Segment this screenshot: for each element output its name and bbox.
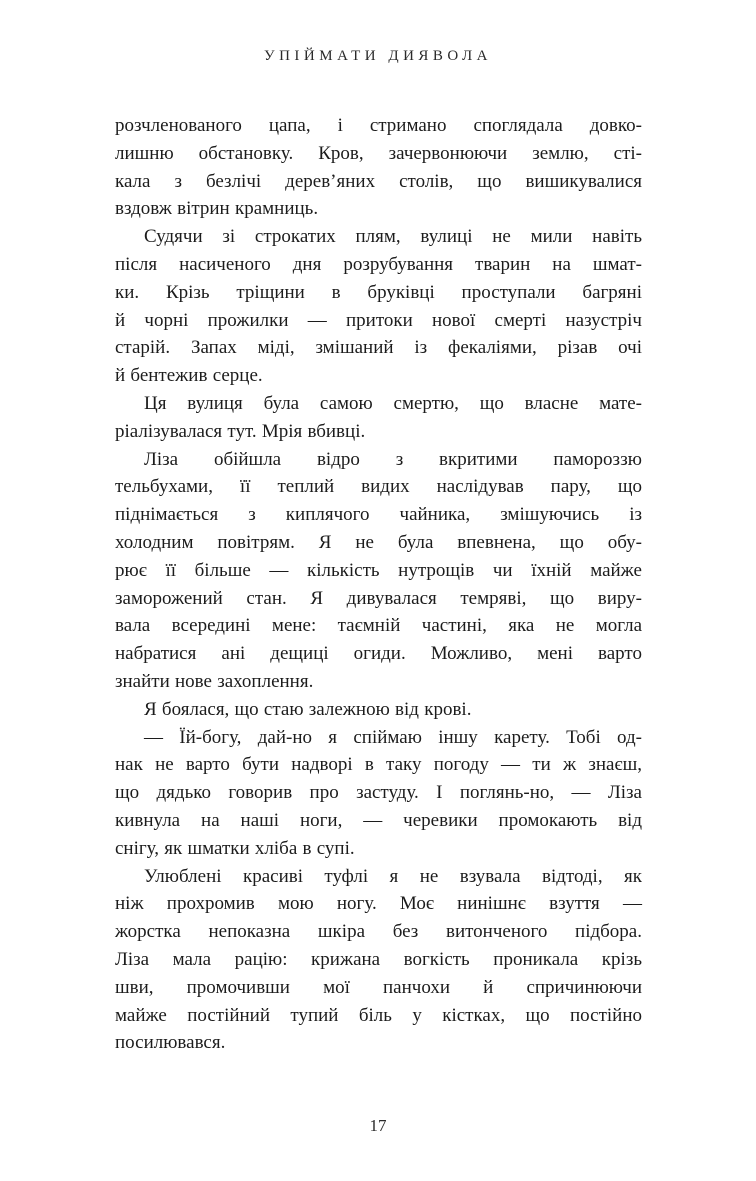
paragraph <box>115 863 642 1058</box>
text-line: жорстка непоказна шкіра без витонченого підбора. <box>115 921 642 943</box>
text-line: ніж прохромив мою ногу. Моє нинішнє взуття — <box>115 893 642 915</box>
text-line: рює її більше — кількість нутрощів чи їхній майже <box>115 559 642 581</box>
text-line: шви, промочивши мої панчохи й спричинюючи <box>115 976 642 998</box>
text-line: посилювався. <box>115 1032 226 1054</box>
text-line: після насиченого дня розрубування тварин на шмат- <box>115 253 642 275</box>
paragraph <box>115 223 642 390</box>
text-line: кала з безлічі дерев’яних столів, що вишикувалися <box>115 170 642 192</box>
text-line: холодним повітрям. Я не була впевнена, що обу- <box>115 531 642 553</box>
paragraph <box>115 724 642 863</box>
running-head-title: УПІЙМАТИ ДИЯВОЛА <box>263 48 493 64</box>
paragraph <box>115 696 642 724</box>
text-line: піднімається з киплячого чайника, змішуючись із <box>115 504 642 526</box>
text-line: Улюблені красиві туфлі я не взувала відтоді, як <box>144 865 642 887</box>
text-line: розчленованого цапа, і стримано споглядала довко- <box>115 115 642 136</box>
text-line: Ліза обійшла відро з вкритими памороззю <box>144 448 642 470</box>
text-line: й бентежив серце. <box>115 365 263 387</box>
text-line: лишню обстановку. Кров, зачервонюючи землю, сті- <box>115 142 642 164</box>
text-line: тельбухами, її теплий видих наслідував пару, що <box>115 476 642 498</box>
page-number: 17 <box>369 1116 387 1135</box>
paragraph <box>115 446 642 696</box>
text-line: Ця вулиця була самою смертю, що власне мате- <box>144 392 642 414</box>
text-line: кивнула на наші ноги, — черевики промокають від <box>115 809 642 831</box>
text-line: й чорні прожилки — притоки нової смерті назустріч <box>115 309 642 331</box>
text-line: нак не варто бути надворі в таку погоду — ти ж знаєш, <box>115 754 642 776</box>
text-line: снігу, як шматки хліба в супі. <box>115 837 355 859</box>
text-line: вздовж вітрин крамниць. <box>115 198 319 220</box>
text-line: заморожений стан. Я дивувалася темряві, що виру- <box>115 587 642 609</box>
paragraph <box>115 390 642 446</box>
text-line: вала всередині мене: таємній частині, яка не могла <box>115 615 642 637</box>
paragraph <box>115 112 642 223</box>
text-line: Ліза мала рацію: крижана вогкість проникала крізь <box>115 948 642 970</box>
text-line: знайти нове захоплення. <box>115 670 314 692</box>
text-line: набратися ані дещиці огиди. Можливо, мені варто <box>115 643 642 665</box>
text-line: Я боялася, що стаю залежною від крові. <box>144 698 472 720</box>
page-body <box>115 112 642 1057</box>
text-line: старій. Запах міді, змішаний із фекаліями, різав очі <box>115 337 642 359</box>
text-line: — Їй-богу, дай-но я спіймаю іншу карету. Тобі од- <box>144 726 642 748</box>
text-line: ріалізувалася тут. Мрія вбивці. <box>115 420 366 442</box>
text-line: що дядько говорив про застуду. І поглянь-но, — Ліза <box>115 782 642 804</box>
text-line: майже постійний тупий біль у кістках, що постійно <box>115 1004 642 1026</box>
text-line: Судячи зі строкатих плям, вулиці не мили навіть <box>144 226 642 248</box>
text-line: ки. Крізь тріщини в бруківці проступали багряні <box>115 281 642 303</box>
